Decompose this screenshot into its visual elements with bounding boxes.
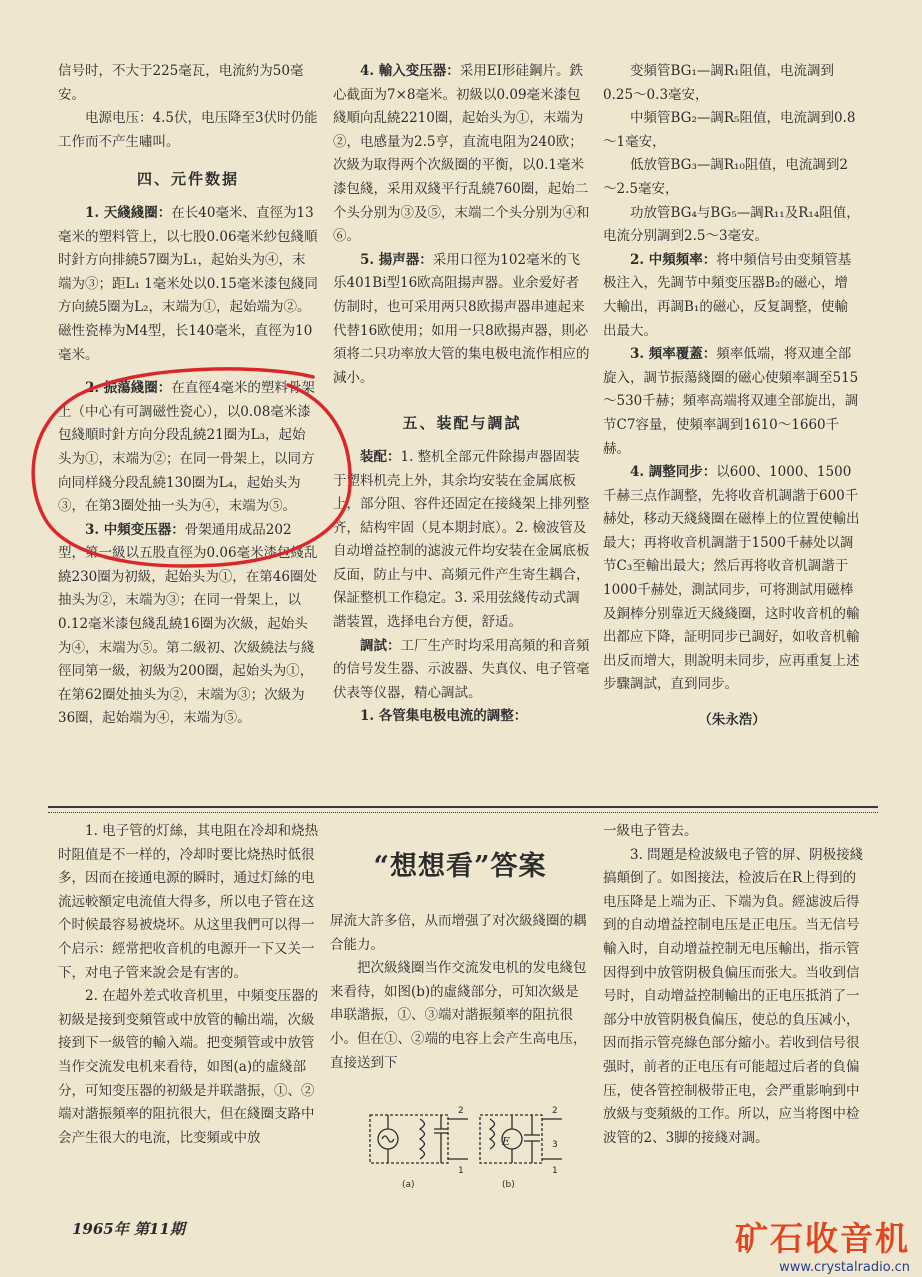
paragraph: 中頻管BG₂—調R₅阻值，电流調到0.8～1毫安，: [603, 110, 856, 150]
item-text: 在直徑4毫米的塑料骨架上（中心有可調磁性瓷心），以0.08毫米漆包綫順时針方向分段乱繞21圈为L₃，起始头为①，末端为②；在同一骨架上，以同方向同样綫分段乱繞130圈为L₄，起始头为③，在第3圈处抽一头为④，末端为⑤。: [58, 380, 315, 515]
circuit-figure: [362, 1097, 577, 1192]
answer-column-right: [603, 820, 865, 1150]
paragraph: [603, 343, 861, 461]
column-left: [58, 60, 318, 731]
item-text: 1. 整机全部元件除揚声器固装于塑料机壳上外，其余均安装在金属底板上，部分阻、容件还固定在接綫架上排列整齐，結构牢固（見本期封底）。2. 檢波管及自动增益控制的滤波元件均安装在金属底板反面，防止与中、高頻元件产生寄生耦合，保証整机工作稳定。3. 采用弦綫传动式調諧装置，选择电台方便，舒适。: [333, 448, 590, 631]
item-lead: 装配：: [360, 448, 401, 465]
answer-column-middle: [330, 820, 590, 1075]
item-text: 骨架通用成品202型，第一級以五股直徑为0.06毫米漆包綫乱繞230圈为初級，起始头为①，在第46圈处抽头为②，末端为③；在同一骨架上，以0.12毫米漆包綫乱繞16圈为次級，起始头为④，末端为⑤。第二級初、次級繞法与綫徑同第一級，初級为200圈，起始头为①，在第62圈处抽头为②，末端为③；次級为36圈，起始端为④，末端为⑤。: [58, 521, 318, 727]
figure-label-b: (b): [502, 1180, 515, 1190]
paragraph: [58, 202, 318, 367]
paragraph: [333, 249, 591, 391]
item-text: 頻率低端，将双連全部旋入，調节振蕩綫圈的磁心使頻率調至515～530千赫；頻率高端将双連全部旋出，調节C7容量，使頻率調到1610～1660千赫。: [603, 346, 859, 457]
terminal-label: 2: [458, 1106, 464, 1116]
item-lead: 2. 中頻頻率：: [630, 251, 717, 268]
paragraph: 1. 电子管的灯絲，其电阻在冷却和烧热时阻值是不一样的，冷却时要比烧热时低很多，因而在接通电源的瞬时，通过灯絲的电流远較額定电流值大得多，所以电子管在这个时候最容易被烧坏。从这里我們可以得一个启示：經常把收音机的电源开一下又关一下，对电子管来說会是有害的。: [58, 823, 319, 981]
terminal-label: 3: [552, 1140, 558, 1150]
watermark-url: www.crystalradio.cn: [779, 1260, 910, 1275]
terminal-label: 1: [552, 1166, 558, 1176]
coil-symbol-a: [420, 1119, 425, 1159]
paragraph: 屏流大許多倍，从而增强了对次級綫圈的耦合能力。: [330, 913, 587, 953]
paragraph: [58, 377, 318, 519]
paragraph: 把次級綫圈当作交流发电机的发电綫包来看待，如图(b)的虛綫部分，可知次級是串联諧振，①、③端对諧振頻率的阻抗很小。但在①、②端的电容上会产生高电压，直接送到下: [330, 960, 587, 1071]
item-lead: 3. 中頻变压器：: [85, 521, 185, 538]
section-divider: [48, 806, 878, 813]
paragraph: [603, 461, 861, 697]
generator-label: E: [502, 1135, 511, 1148]
capacitor-symbol-b: [524, 1115, 540, 1163]
paragraph: 一級电子管去。: [603, 823, 698, 839]
answer-column-left: [58, 820, 320, 1150]
item-lead: 3. 頻率覆蓋：: [630, 346, 717, 363]
paragraph: [333, 635, 591, 706]
terminal-label: 2: [552, 1106, 558, 1116]
dashed-outline-a: [370, 1115, 448, 1163]
item-text: 工厂生产时均采用高頻的和音頻的信号发生器、示波器、失真仪、电子管毫伏表等仪器，精心調試。: [333, 637, 590, 701]
section-heading: 四、元件数据: [136, 170, 239, 189]
watermark-logo-text: 矿石收音机: [735, 1219, 910, 1258]
answer-title: “想想看”答案: [373, 851, 547, 882]
column-right: [603, 60, 861, 733]
paragraph: [333, 446, 591, 635]
item-lead: 調試：: [360, 637, 401, 654]
item-text: 以600、1000、1500千赫三点作調整，先将收音机調諧于600千赫处，移动天綫綫圈在磁棒上的位置使輸出最大；再将收音机調諧于1500千赫处以調节C₃至輸出最大；然后再将收音机調諧于1000千赫处，測試同步，可将測試用磁棒及銅棒分别靠近天綫綫圈，这时收音机的輸出都应下降，証明同步已調好，如收音机輸出反而增大，則說明未同步，应再重复上述步驟調試，直到同步。: [603, 464, 860, 693]
capacitor-symbol-a: [434, 1129, 448, 1133]
figure-label-a: (a): [402, 1180, 415, 1190]
paragraph: 3. 問題是检波級电子管的屏、阴极接綫搞顛倒了。如图接法，检波后在R上得到的电压降是上端为正、下端为負。經滤波后得到的自动增益控制电压是正电压。当无信号輸入时，自动增益控制无电压輸出，指示管因得到中放管阴极負偏压而张大。当收到信号时，自动增益控制輸出的正电压抵消了一部分中放管阴极負偏压，使总的負压减小，因而指示管亮綠色部分縮小。若收到信号很强时，前者的正电压有可能超过后者的負偏压，使各管控制极带正电，会严重影响到中放級与变頻級的工作。所以，应当将图中检波管的2、3脚的接綫对調。: [603, 846, 864, 1146]
item-lead: 1. 天綫綫圈：: [85, 204, 172, 221]
terminal-label: 1: [458, 1166, 464, 1176]
paragraph: 电源电压：4.5伏，电压降至3伏时仍能工作而不产生嘯叫。: [58, 110, 318, 150]
item-text: 在长40毫米、直徑为13毫米的塑料管上，以七股0.06毫米紗包綫順时針方向排繞57圈为L₁，起始头为④，末端为③；距L₁ 1毫米处以0.15毫米漆包綫同方向繞5圈为L₂，末端为①，起始端为②。磁性瓷棒为M4型，长140毫米，直徑为10毫米。: [58, 204, 318, 363]
paragraph: 1. 各管集电极电流的調整：: [360, 708, 528, 725]
paragraph: 变頻管BG₁—調R₁阻值，电流調到0.25～0.3毫安，: [603, 63, 834, 103]
item-lead: 2. 振蕩綫圈：: [85, 380, 172, 397]
section-heading: 五、装配与調試: [402, 414, 522, 433]
item-lead: 4. 調整同步：: [630, 464, 717, 481]
paragraph: 低放管BG₃—調R₁₀阻值，电流調到2～2.5毫安，: [603, 157, 848, 197]
watermark: [735, 1213, 910, 1275]
page-footer: 1965年 第11期: [72, 1220, 185, 1238]
author-signature: （朱永浩）: [698, 712, 766, 729]
paragraph: 功放管BG₄与BG₅—調R₁₁及R₁₄阻值，电流分别調到2.5～3毫安。: [603, 204, 860, 245]
paragraph: 2. 在超外差式收音机里，中頻变压器的初級是接到变頻管或中放管的輸出端，次級接到下一級管的輸入端。把变頻管或中放管当作交流发电机来看待，如图(a)的虛綫部分，可知变压器的初級是并联諧振，①、②端对諧振頻率的阻抗很大，但在綫圈支路中会产生很大的电流，比变頻或中放: [58, 988, 319, 1146]
item-text: 采用口徑为102毫米的飞乐401Bi型16欧高阻揚声器。业余爱好者仿制时，也可采用两只8欧揚声器串連起来代替16欧使用；如用一只8欧揚声器，則必須将二只功率放大管的集电极电流作相应的減小。: [333, 251, 590, 386]
paragraph: 信号时，不大于225毫瓦，电流約为50毫安。: [58, 63, 304, 103]
paragraph: [58, 519, 318, 731]
item-lead: 4. 輸入变压器：: [360, 63, 460, 79]
paragraph: [333, 60, 591, 249]
column-middle: [333, 60, 591, 729]
item-text: 将中頻信号由变頻管基极注入，先調节中頻变压器B₂的磁心，增大輸出，再調B₁的磁心，反复調整，使輸出最大。: [603, 251, 852, 339]
coil-symbol-b: [490, 1119, 495, 1149]
item-text: 采用EI形硅鋼片。鉄心截面为7×8毫米。初級以0.09毫米漆包綫順向乱繞2210圈，起始头为①，末端为②，电感量为2.5亨，直流电阻为240欧；次級为取得两个次級圈的平衡，以0.1毫米漆包綫，采用双綫平行乱繞760圈，起始二个头分别为③及⑤，末端二个头分别为④和⑥。: [333, 63, 590, 245]
paragraph: [603, 249, 861, 343]
item-lead: 5. 揚声器：: [360, 251, 433, 268]
